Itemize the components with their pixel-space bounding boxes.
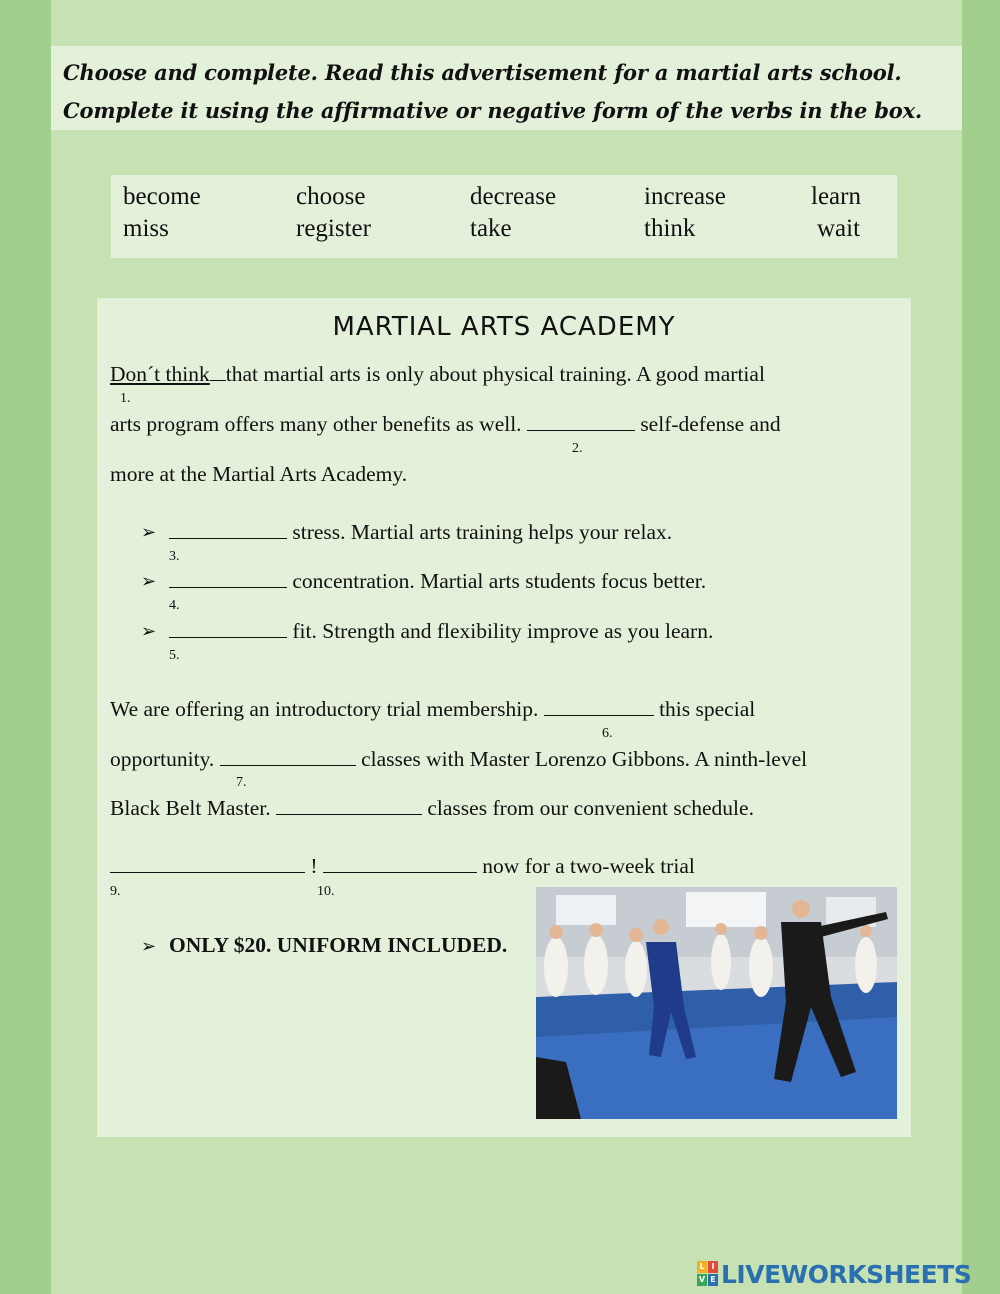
para2-text-b2: classes with Master Lorenzo Gibbons. A ninth-level [361, 747, 808, 771]
para2-text-c2: classes from our convenient schedule. [427, 796, 754, 820]
para2-line3 [110, 796, 754, 821]
liveworksheets-logo-text: LIVEWORKSHEETS [721, 1259, 972, 1289]
verb-take: take [470, 215, 512, 242]
bullet-3 [169, 520, 672, 545]
martial-arts-class-photo [536, 887, 897, 1119]
instruction-line-2: Complete it using the affirmative or negative form of the verbs in the box. [63, 98, 923, 123]
blank-3[interactable] [169, 520, 287, 539]
verb-box [111, 175, 897, 258]
blank-6[interactable] [544, 697, 654, 716]
offer-text: ONLY $20. UNIFORM INCLUDED. [169, 933, 508, 957]
verb-register: register [296, 215, 371, 242]
bullet-3-text: stress. Martial arts training helps your relax. [292, 520, 673, 544]
blank-1-tail [210, 362, 226, 381]
liveworksheets-logo-icon: L I V E [697, 1261, 719, 1287]
verb-miss: miss [123, 215, 169, 242]
arrow-bullet-icon: ➢ [141, 621, 157, 642]
para1-line3: more at the Martial Arts Academy. [110, 462, 408, 486]
para1-text-b2: self-defense and [640, 412, 781, 436]
bullet-5 [169, 619, 713, 644]
example-answer: Don´t think [110, 362, 210, 386]
blank-9[interactable] [110, 854, 305, 873]
para1-text-a: that martial arts is only about physical training. A good martial [225, 362, 765, 386]
bullet-4-text: concentration. Martial arts students focus better. [292, 569, 707, 593]
para2-text-b: opportunity. [110, 747, 215, 771]
verb-increase: increase [644, 183, 726, 210]
blank-5[interactable] [169, 619, 287, 638]
instruction-line-1: Choose and complete. Read this advertisement for a martial arts school. [63, 60, 902, 85]
number-2: 2. [572, 441, 583, 456]
arrow-bullet-icon: ➢ [141, 522, 157, 543]
exclamation: ! [310, 854, 318, 878]
para1-line1 [110, 362, 765, 387]
blank-2[interactable] [527, 412, 635, 431]
number-4: 4. [169, 598, 180, 613]
para1-text-b: arts program offers many other benefits as well. [110, 412, 522, 436]
verb-learn: learn [811, 183, 861, 210]
number-7: 7. [236, 775, 247, 790]
blank-10[interactable] [323, 854, 477, 873]
verb-decrease: decrease [470, 183, 557, 210]
arrow-bullet-icon: ➢ [141, 936, 157, 957]
para2-text-c: Black Belt Master. [110, 796, 271, 820]
para2-text-a2: this special [659, 697, 756, 721]
number-9: 9. [110, 884, 121, 899]
blank-7[interactable] [220, 747, 356, 766]
blank-4[interactable] [169, 569, 287, 588]
verb-become: become [123, 183, 201, 210]
arrow-bullet-icon: ➢ [141, 571, 157, 592]
verb-choose: choose [296, 183, 366, 210]
para2-line2 [110, 747, 807, 772]
para2-line1 [110, 697, 755, 722]
para3-text: now for a two-week trial [482, 854, 695, 878]
bullet-4 [169, 569, 706, 594]
number-6: 6. [602, 726, 613, 741]
number-3: 3. [169, 549, 180, 564]
instructions-banner [51, 46, 962, 130]
number-1: 1. [120, 391, 131, 406]
bullet-5-text: fit. Strength and flexibility improve as you learn. [292, 619, 714, 643]
para3-line1 [110, 854, 695, 879]
ad-title: MARTIAL ARTS ACADEMY [332, 312, 676, 342]
liveworksheets-logo [697, 1258, 971, 1290]
para2-text-a: We are offering an introductory trial membership. [110, 697, 539, 721]
number-10: 10. [317, 884, 335, 899]
number-5: 5. [169, 648, 180, 663]
blank-8[interactable] [276, 796, 422, 815]
verb-wait: wait [817, 215, 861, 242]
verb-think: think [644, 215, 696, 242]
para1-line2 [110, 412, 781, 437]
